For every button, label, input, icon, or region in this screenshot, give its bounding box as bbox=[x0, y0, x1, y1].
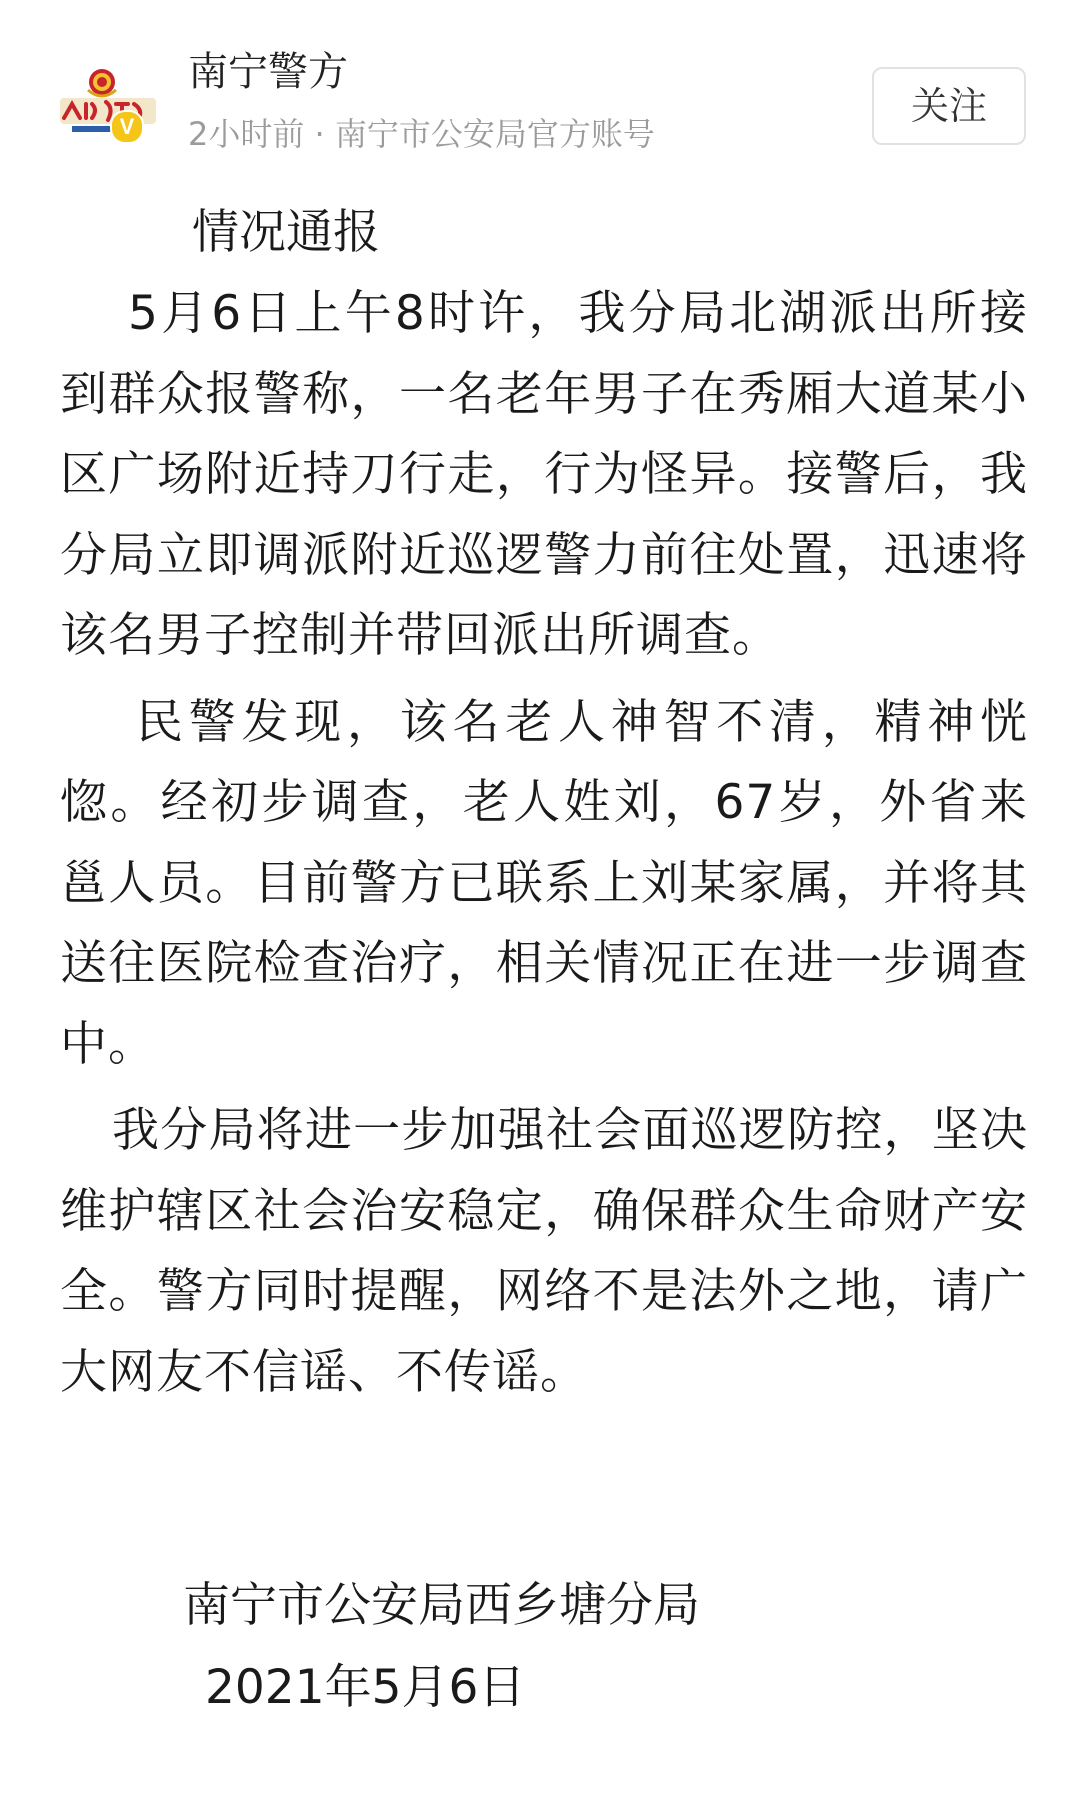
account-avatar[interactable] bbox=[58, 60, 160, 156]
police-emblem-icon bbox=[58, 60, 160, 156]
post-header bbox=[0, 0, 1080, 170]
notice-body bbox=[60, 196, 1028, 1413]
notice-title: 情况通报 bbox=[192, 205, 380, 260]
verified-badge: V bbox=[110, 110, 144, 144]
notice-paragraph: 我分局将进一步加强社会面巡逻防控，坚决维护辖区社会治安稳定，确保群众生命财产安全。警方同时提醒，网络不是法外之地，请广大网友不信谣、不传谣。 bbox=[60, 1103, 1028, 1400]
notice-date: 2021年5月6日 bbox=[205, 1660, 526, 1715]
notice-signature: 南宁市公安局西乡塘分局 bbox=[183, 1578, 700, 1633]
notice-paragraph: 5月6日上午8时许，我分局北湖派出所接到群众报警称，一名老年男子在秀厢大道某小区广场附近持刀行走，行为怪异。接警后，我分局立即调派附近巡逻警力前往处置，迅速将该名男子控制并带回派出所调查。 bbox=[60, 286, 1028, 663]
post-meta: 2小时前 · 南宁市公安局官方账号 bbox=[188, 115, 655, 153]
follow-button[interactable]: 关注 bbox=[872, 67, 1026, 145]
account-name[interactable]: 南宁警方 bbox=[188, 49, 348, 95]
notice-paragraph: 民警发现，该名老人神智不清，精神恍惚。经初步调查，老人姓刘，67岁，外省来邕人员。目前警方已联系上刘某家属，并将其送往医院检查治疗，相关情况正在进一步调查中。 bbox=[60, 694, 1028, 1072]
